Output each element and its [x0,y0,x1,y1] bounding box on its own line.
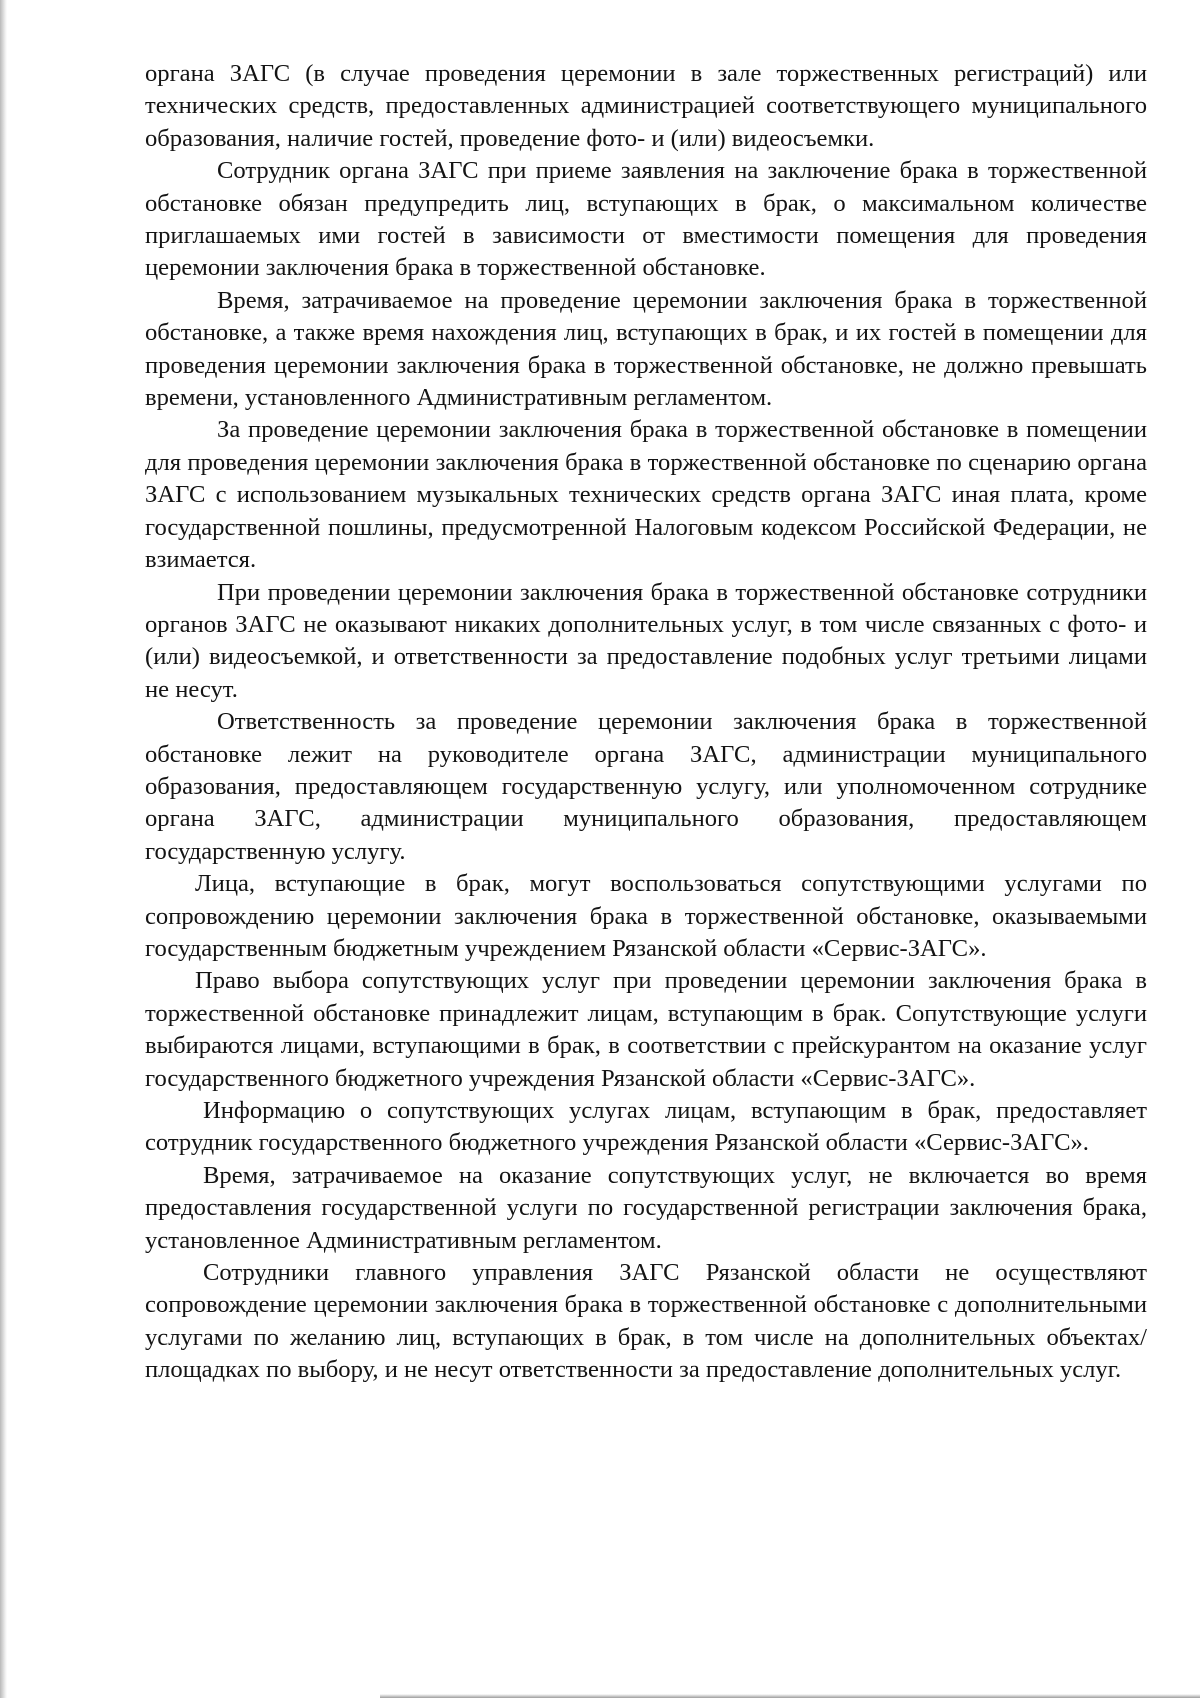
paragraph-responsibility: Ответственность за проведение церемонии заключения брака в торжественной обстановке лежит на руководителе органа ЗАГС, администрации муниципального образования, предоставляющем государственную услугу, или уполномоченном сотруднике органа ЗАГС, администрации муниципального образования, предоставляющем государственную услугу. [145,708,1147,865]
paragraph-choice-of-services: Право выбора сопутствующих услуг при проведении церемонии заключения брака в торжественной обстановке принадлежит лицам, вступающим в брак. Сопутствующие услуги выбираются лицами, вступающими в брак, в соответствии с прейскурантом на оказание услуг государственного бюджетного учреждения Рязанской области «Сервис-ЗАГС». [145,967,1147,1092]
scan-edge-bottom [380,1694,1200,1698]
paragraph-continued: органа ЗАГС (в случае проведения церемонии в зале торжественных регистраций) или технических средств, предоставленных администрацией соответствующего муниципального образования, наличие гостей, проведение фото- и (или) видеосъемки. [145,60,1147,152]
paragraph-accompanying-services: Лица, вступающие в брак, могут воспользоваться сопутствующими услугами по сопровождению церемонии заключения брака в торжественной обстановке, оказываемыми государственным бюджетным учреждением Рязанской области «Сервис-ЗАГС». [145,870,1147,962]
paragraph-service-time: Время, затрачиваемое на оказание сопутствующих услуг, не включается во время предоставления государственной услуги по государственной регистрации заключения брака, установленное Административным регламентом. [145,1161,1147,1254]
scan-shadow-left [0,0,7,1698]
paragraph-staff-not-responsible: Сотрудники главного управления ЗАГС Рязанской области не осуществляют сопровождение церемонии заключения брака в торжественной обстановке с дополнительными услугами по желанию лиц, вступающих в брак, в том числе на дополнительных объектах/площадках по выбору, и не несут ответственности за предоставление дополнительных услуг. [145,1259,1147,1384]
paragraph-ceremony-time: Время, затрачиваемое на проведение церемонии заключения брака в торжественной обстановке, а также время нахождения лиц, вступающих в брак, и их гостей в помещении для проведения церемонии заключения брака в торжественной обстановке, не должно превышать времени, установленного Административным регламентом. [145,286,1147,412]
paragraph-no-extra-services: При проведении церемонии заключения брака в торжественной обстановке сотрудники органов ЗАГС не оказывают никаких дополнительных услуг, в том числе связанных с фото- и (или) видеосъемкой, и ответственности за предоставление подобных услуг третьими лицами не несут. [145,578,1147,703]
document-body [145,58,1147,1387]
paragraph-guest-limit: Сотрудник органа ЗАГС при приеме заявления на заключение брака в торжественной обстановке обязан предупредить лиц, вступающих в брак, о максимальном количестве приглашаемых ими гостей в зависимости от вместимости помещения для проведения церемонии заключения брака в торжественной обстановке. [145,157,1147,282]
paragraph-fee: За проведение церемонии заключения брака в торжественной обстановке в помещении для проведения церемонии заключения брака в торжественной обстановке по сценарию органа ЗАГС с использованием музыкальных технических средств органа ЗАГС иная плата, кроме государственной пошлины, предусмотренной Налоговым кодексом Российской Федерации, не взимается. [145,416,1147,574]
paragraph-service-information: Информацию о сопутствующих услугах лицам, вступающим в брак, предоставляет сотрудник государственного бюджетного учреждения Рязанской области «Сервис-ЗАГС». [145,1097,1147,1157]
